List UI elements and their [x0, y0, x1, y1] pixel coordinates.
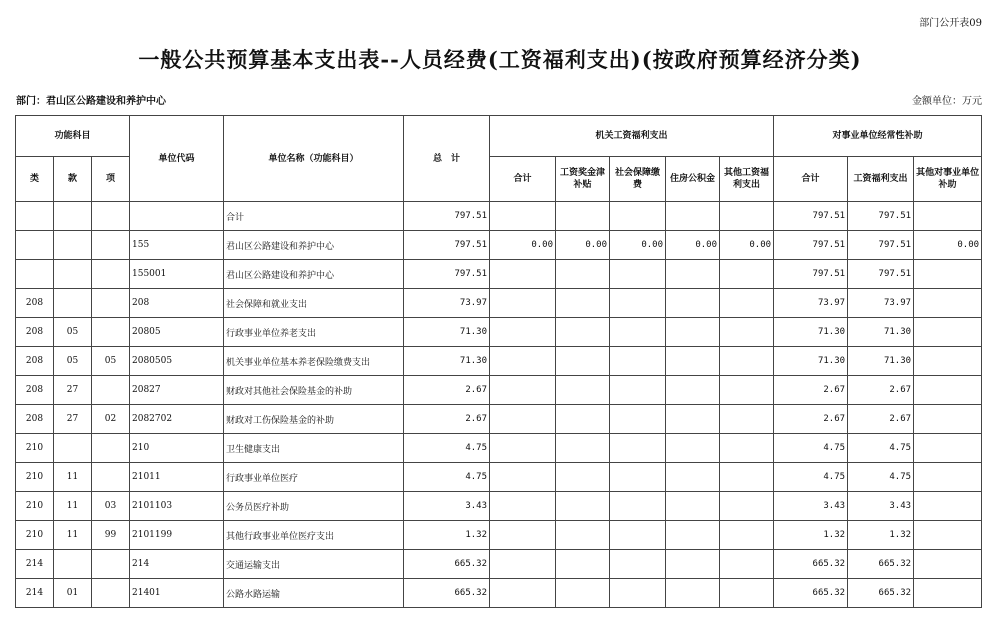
org-other-cell: [720, 347, 774, 376]
total-cell: 71.30: [404, 347, 490, 376]
xiang-cell: [92, 434, 130, 463]
org-other-header: 其他工资福利支出: [720, 157, 774, 202]
org-bonus-cell: [556, 376, 610, 405]
total-cell: 665.32: [404, 550, 490, 579]
org-other-cell: [720, 376, 774, 405]
org-bonus-cell: [556, 318, 610, 347]
inst-total-cell: 797.51: [774, 260, 848, 289]
org-total-cell: [490, 405, 556, 434]
inst-wage-cell: 2.67: [848, 376, 914, 405]
org-wage-group-header: 机关工资福利支出: [490, 116, 774, 157]
table-row: [16, 521, 982, 550]
org-social-cell: [610, 550, 666, 579]
unit-code-cell: 2101199: [130, 521, 224, 550]
inst-other-cell: [914, 260, 982, 289]
lei-cell: 208: [16, 405, 54, 434]
org-social-cell: [610, 260, 666, 289]
unit-code-cell: 2080505: [130, 347, 224, 376]
org-other-cell: [720, 289, 774, 318]
org-social-cell: [610, 434, 666, 463]
inst-wage-cell: 71.30: [848, 347, 914, 376]
table-row: [16, 434, 982, 463]
org-total-cell: [490, 318, 556, 347]
org-housing-cell: [666, 550, 720, 579]
org-social-cell: [610, 289, 666, 318]
lei-cell: [16, 231, 54, 260]
total-cell: 665.32: [404, 579, 490, 608]
inst-total-cell: 797.51: [774, 202, 848, 231]
lei-cell: 210: [16, 492, 54, 521]
total-cell: 73.97: [404, 289, 490, 318]
kuan-cell: 11: [54, 492, 92, 521]
total-cell: 1.32: [404, 521, 490, 550]
unit-name-cell: 君山区公路建设和养护中心: [224, 260, 404, 289]
inst-total-cell: 4.75: [774, 434, 848, 463]
inst-other-cell: 0.00: [914, 231, 982, 260]
kuan-cell: 01: [54, 579, 92, 608]
unit-code-cell: 214: [130, 550, 224, 579]
org-housing-cell: [666, 463, 720, 492]
inst-other-cell: [914, 405, 982, 434]
xiang-cell: 99: [92, 521, 130, 550]
unit-name-cell: 财政对其他社会保险基金的补助: [224, 376, 404, 405]
inst-wage-cell: 4.75: [848, 463, 914, 492]
org-housing-cell: 0.00: [666, 231, 720, 260]
kuan-cell: [54, 289, 92, 318]
total-cell: 4.75: [404, 463, 490, 492]
unit-name-cell: 公路水路运输: [224, 579, 404, 608]
lei-cell: 210: [16, 463, 54, 492]
inst-other-cell: [914, 376, 982, 405]
kuan-cell: 05: [54, 318, 92, 347]
org-total-cell: [490, 434, 556, 463]
inst-other-cell: [914, 579, 982, 608]
kuan-cell: 27: [54, 405, 92, 434]
table-number-label: 部门公开表09: [919, 18, 982, 29]
xiang-cell: 02: [92, 405, 130, 434]
org-housing-cell: [666, 579, 720, 608]
unit-code-cell: 2101103: [130, 492, 224, 521]
total-header: 总 计: [404, 116, 490, 202]
org-total-cell: [490, 521, 556, 550]
inst-wage-cell: 2.67: [848, 405, 914, 434]
xiang-cell: [92, 579, 130, 608]
unit-code-cell: 21011: [130, 463, 224, 492]
unit-name-cell: 公务员医疗补助: [224, 492, 404, 521]
inst-wage-cell: 71.30: [848, 318, 914, 347]
xiang-cell: [92, 260, 130, 289]
kuan-cell: 05: [54, 347, 92, 376]
org-total-cell: [490, 492, 556, 521]
total-cell: 797.51: [404, 202, 490, 231]
table-row: [16, 347, 982, 376]
inst-total-cell: 3.43: [774, 492, 848, 521]
inst-wage-cell: 73.97: [848, 289, 914, 318]
unit-name-cell: 行政事业单位养老支出: [224, 318, 404, 347]
inst-wage-cell: 665.32: [848, 550, 914, 579]
unit-name-cell: 其他行政事业单位医疗支出: [224, 521, 404, 550]
table-row: [16, 550, 982, 579]
inst-other-cell: [914, 289, 982, 318]
kuan-cell: [54, 231, 92, 260]
org-total-cell: [490, 550, 556, 579]
table-row: [16, 376, 982, 405]
inst-wage-cell: 665.32: [848, 579, 914, 608]
kuan-cell: 27: [54, 376, 92, 405]
lei-cell: 214: [16, 550, 54, 579]
org-housing-cell: [666, 521, 720, 550]
lei-cell: 208: [16, 347, 54, 376]
func-subject-header: 功能科目: [16, 116, 130, 157]
xiang-cell: [92, 231, 130, 260]
unit-name-cell: 合计: [224, 202, 404, 231]
total-cell: 4.75: [404, 434, 490, 463]
inst-total-cell: 73.97: [774, 289, 848, 318]
lei-cell: 210: [16, 521, 54, 550]
unit-name-cell: 社会保障和就业支出: [224, 289, 404, 318]
org-social-cell: [610, 202, 666, 231]
inst-other-header: 其他对事业单位补助: [914, 157, 982, 202]
unit-code-cell: 155: [130, 231, 224, 260]
inst-other-cell: [914, 463, 982, 492]
inst-wage-cell: 1.32: [848, 521, 914, 550]
org-social-cell: [610, 376, 666, 405]
unit-name-cell: 交通运输支出: [224, 550, 404, 579]
total-cell: 797.51: [404, 260, 490, 289]
org-other-cell: [720, 202, 774, 231]
inst-total-cell: 665.32: [774, 550, 848, 579]
inst-total-cell: 797.51: [774, 231, 848, 260]
total-cell: 71.30: [404, 318, 490, 347]
inst-total-cell: 4.75: [774, 463, 848, 492]
xiang-cell: 05: [92, 347, 130, 376]
org-bonus-cell: [556, 347, 610, 376]
kuan-cell: [54, 260, 92, 289]
table-row: [16, 289, 982, 318]
page-title: 一般公共预算基本支出表--人员经费(工资福利支出)(按政府预算经济分类): [138, 47, 862, 72]
xiang-cell: [92, 550, 130, 579]
org-housing-cell: [666, 318, 720, 347]
org-social-cell: [610, 521, 666, 550]
inst-total-cell: 2.67: [774, 376, 848, 405]
org-housing-header: 住房公积金: [666, 157, 720, 202]
unit-name-cell: 君山区公路建设和养护中心: [224, 231, 404, 260]
org-total-cell: [490, 376, 556, 405]
org-bonus-cell: [556, 492, 610, 521]
org-bonus-cell: [556, 289, 610, 318]
unit-code-cell: 210: [130, 434, 224, 463]
kuan-cell: 11: [54, 463, 92, 492]
kuan-cell: [54, 550, 92, 579]
org-social-cell: [610, 347, 666, 376]
xiang-cell: 03: [92, 492, 130, 521]
org-housing-cell: [666, 492, 720, 521]
org-housing-cell: [666, 289, 720, 318]
table-row: [16, 318, 982, 347]
xiang-cell: [92, 376, 130, 405]
org-total-cell: 0.00: [490, 231, 556, 260]
org-bonus-cell: [556, 550, 610, 579]
org-bonus-cell: 0.00: [556, 231, 610, 260]
inst-other-cell: [914, 550, 982, 579]
lei-cell: 208: [16, 289, 54, 318]
xiang-cell: [92, 318, 130, 347]
inst-total-cell: 1.32: [774, 521, 848, 550]
org-bonus-header: 工资奖金津补贴: [556, 157, 610, 202]
table-row: [16, 405, 982, 434]
unit-code-cell: 20827: [130, 376, 224, 405]
inst-other-cell: [914, 492, 982, 521]
unit-code-header: 单位代码: [130, 116, 224, 202]
inst-wage-cell: 797.51: [848, 231, 914, 260]
xiang-header: 项: [92, 157, 130, 202]
org-other-cell: [720, 463, 774, 492]
budget-table: [15, 115, 982, 608]
org-social-cell: 0.00: [610, 231, 666, 260]
org-housing-cell: [666, 260, 720, 289]
inst-other-cell: [914, 521, 982, 550]
table-row: [16, 202, 982, 231]
kuan-cell: [54, 202, 92, 231]
table-row: [16, 463, 982, 492]
kuan-header: 款: [54, 157, 92, 202]
org-bonus-cell: [556, 202, 610, 231]
org-total-header: 合计: [490, 157, 556, 202]
kuan-cell: [54, 434, 92, 463]
org-social-cell: [610, 463, 666, 492]
unit-name-header: 单位名称（功能科目）: [224, 116, 404, 202]
org-other-cell: 0.00: [720, 231, 774, 260]
org-social-header: 社会保障缴费: [610, 157, 666, 202]
inst-other-cell: [914, 202, 982, 231]
org-other-cell: [720, 260, 774, 289]
total-cell: 3.43: [404, 492, 490, 521]
lei-header: 类: [16, 157, 54, 202]
org-bonus-cell: [556, 463, 610, 492]
inst-wage-cell: 797.51: [848, 260, 914, 289]
unit-name-cell: 卫生健康支出: [224, 434, 404, 463]
inst-total-header: 合计: [774, 157, 848, 202]
org-total-cell: [490, 347, 556, 376]
org-social-cell: [610, 405, 666, 434]
unit-name-cell: 财政对工伤保险基金的补助: [224, 405, 404, 434]
org-housing-cell: [666, 376, 720, 405]
org-total-cell: [490, 202, 556, 231]
org-social-cell: [610, 579, 666, 608]
lei-cell: [16, 202, 54, 231]
inst-total-cell: 71.30: [774, 318, 848, 347]
amount-unit-label: 金额单位：万元: [912, 96, 982, 107]
unit-code-cell: [130, 202, 224, 231]
org-housing-cell: [666, 405, 720, 434]
inst-subsidy-group-header: 对事业单位经常性补助: [774, 116, 982, 157]
xiang-cell: [92, 202, 130, 231]
org-other-cell: [720, 579, 774, 608]
lei-cell: 214: [16, 579, 54, 608]
inst-wage-cell: 4.75: [848, 434, 914, 463]
inst-total-cell: 71.30: [774, 347, 848, 376]
table-row: [16, 492, 982, 521]
unit-code-cell: 20805: [130, 318, 224, 347]
org-total-cell: [490, 579, 556, 608]
table-row: [16, 260, 982, 289]
unit-code-cell: 155001: [130, 260, 224, 289]
org-bonus-cell: [556, 521, 610, 550]
department-label: 部门：君山区公路建设和养护中心: [16, 96, 166, 107]
org-other-cell: [720, 550, 774, 579]
org-social-cell: [610, 318, 666, 347]
inst-other-cell: [914, 318, 982, 347]
inst-wage-cell: 797.51: [848, 202, 914, 231]
unit-code-cell: 208: [130, 289, 224, 318]
unit-code-cell: 21401: [130, 579, 224, 608]
table-row: [16, 231, 982, 260]
org-other-cell: [720, 521, 774, 550]
org-other-cell: [720, 318, 774, 347]
org-bonus-cell: [556, 260, 610, 289]
inst-other-cell: [914, 347, 982, 376]
lei-cell: 208: [16, 376, 54, 405]
org-other-cell: [720, 434, 774, 463]
org-other-cell: [720, 492, 774, 521]
total-cell: 2.67: [404, 376, 490, 405]
unit-name-cell: 机关事业单位基本养老保险缴费支出: [224, 347, 404, 376]
inst-other-cell: [914, 434, 982, 463]
inst-total-cell: 665.32: [774, 579, 848, 608]
org-housing-cell: [666, 434, 720, 463]
inst-wage-cell: 3.43: [848, 492, 914, 521]
inst-total-cell: 2.67: [774, 405, 848, 434]
org-bonus-cell: [556, 579, 610, 608]
org-housing-cell: [666, 347, 720, 376]
org-other-cell: [720, 405, 774, 434]
org-bonus-cell: [556, 405, 610, 434]
unit-name-cell: 行政事业单位医疗: [224, 463, 404, 492]
org-total-cell: [490, 260, 556, 289]
org-total-cell: [490, 289, 556, 318]
kuan-cell: 11: [54, 521, 92, 550]
org-total-cell: [490, 463, 556, 492]
org-bonus-cell: [556, 434, 610, 463]
org-housing-cell: [666, 202, 720, 231]
org-social-cell: [610, 492, 666, 521]
unit-code-cell: 2082702: [130, 405, 224, 434]
table-row: [16, 579, 982, 608]
lei-cell: 208: [16, 318, 54, 347]
total-cell: 797.51: [404, 231, 490, 260]
inst-wage-header: 工资福利支出: [848, 157, 914, 202]
lei-cell: 210: [16, 434, 54, 463]
lei-cell: [16, 260, 54, 289]
total-cell: 2.67: [404, 405, 490, 434]
xiang-cell: [92, 463, 130, 492]
xiang-cell: [92, 289, 130, 318]
